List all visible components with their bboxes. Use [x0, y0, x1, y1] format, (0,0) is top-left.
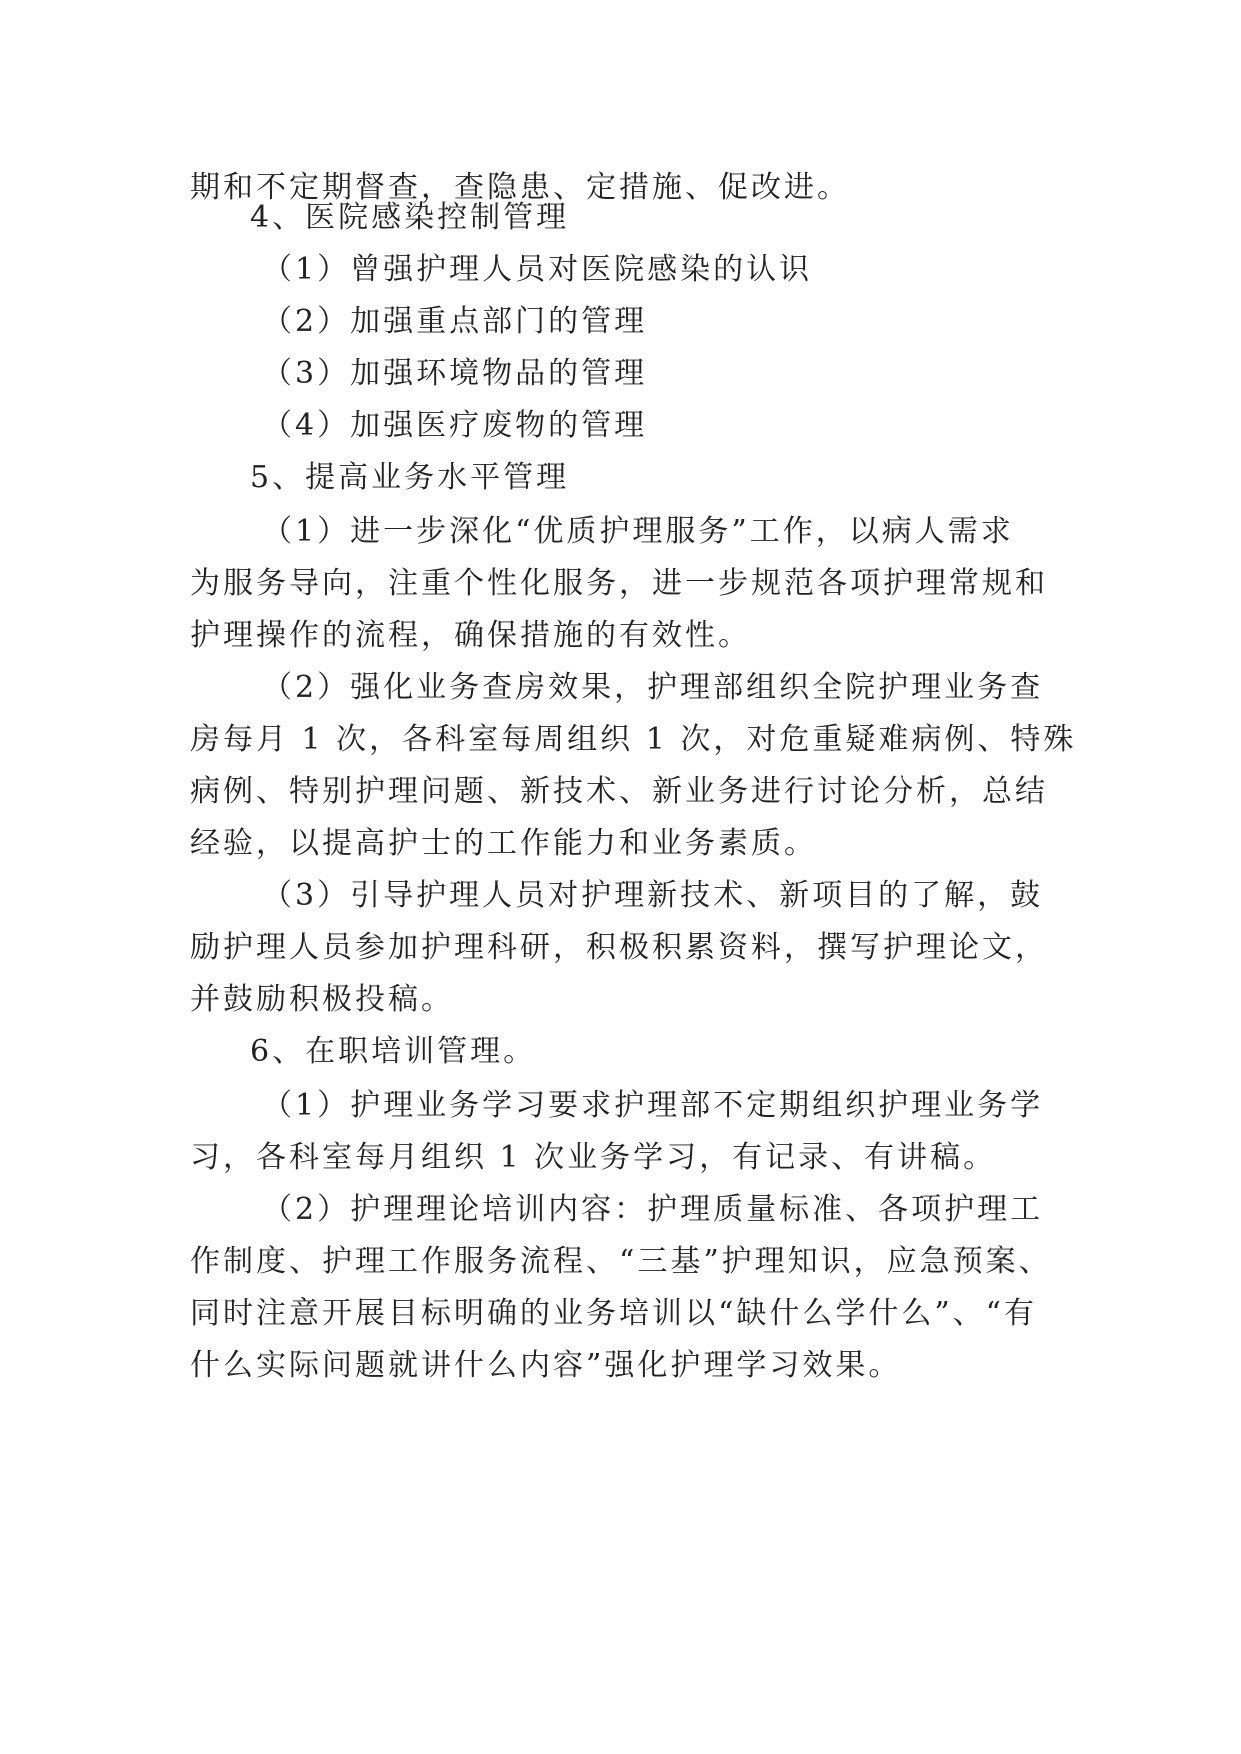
- text-line: 病例、特别护理问题、新技术、新业务进行讨论分析，总结: [190, 774, 1048, 809]
- list-item: （4）加强医疗废物的管理: [262, 408, 648, 443]
- section-heading: 6、在职培训管理。: [250, 1034, 537, 1069]
- text-line: 经验，以提高护士的工作能力和业务素质。: [190, 826, 817, 861]
- text-line: 什么实际问题就讲什么内容”强化护理学习效果。: [190, 1348, 902, 1383]
- list-item: （3）加强环境物品的管理: [262, 356, 648, 391]
- text-line: （2）强化业务查房效果，护理部组织全院护理业务查: [262, 670, 1044, 705]
- text-line: 房每月 1 次，各科室每周组织 1 次，对危重疑难病例、特殊: [190, 722, 1077, 757]
- section-heading: 4、医院感染控制管理: [250, 200, 570, 235]
- text-line: 励护理人员参加护理科研，积极积累资料，撰写护理论文，: [190, 930, 1048, 965]
- text-line: 并鼓励积极投稿。: [190, 982, 454, 1017]
- text-line: 习，各科室每月组织 1 次业务学习，有记录、有讲稿。: [190, 1140, 997, 1175]
- text-line: 作制度、护理工作服务流程、“三基”护理知识，应急预案、: [190, 1244, 1052, 1279]
- text-line: （1）护理业务学习要求护理部不定期组织护理业务学: [262, 1088, 1044, 1123]
- list-item: （2）加强重点部门的管理: [262, 304, 648, 339]
- text-line: （3）引导护理人员对护理新技术、新项目的了解，鼓: [262, 878, 1044, 913]
- section-heading: 5、提高业务水平管理: [250, 460, 570, 495]
- text-line: （1）进一步深化“优质护理服务”工作，以病人需求: [262, 514, 1014, 549]
- text-line: 为服务导向，注重个性化服务，进一步规范各项护理常规和: [190, 566, 1048, 601]
- list-item: （1）曾强护理人员对医院感染的认识: [262, 252, 813, 287]
- text-line: （2）护理理论培训内容：护理质量标准、各项护理工: [262, 1192, 1044, 1227]
- text-line: 护理操作的流程，确保措施的有效性。: [190, 618, 751, 653]
- text-line: 同时注意开展目标明确的业务培训以“缺什么学什么”、“有: [190, 1296, 1038, 1331]
- text-line: 期和不定期督查，查隐患、定措施、促改进。: [190, 170, 850, 205]
